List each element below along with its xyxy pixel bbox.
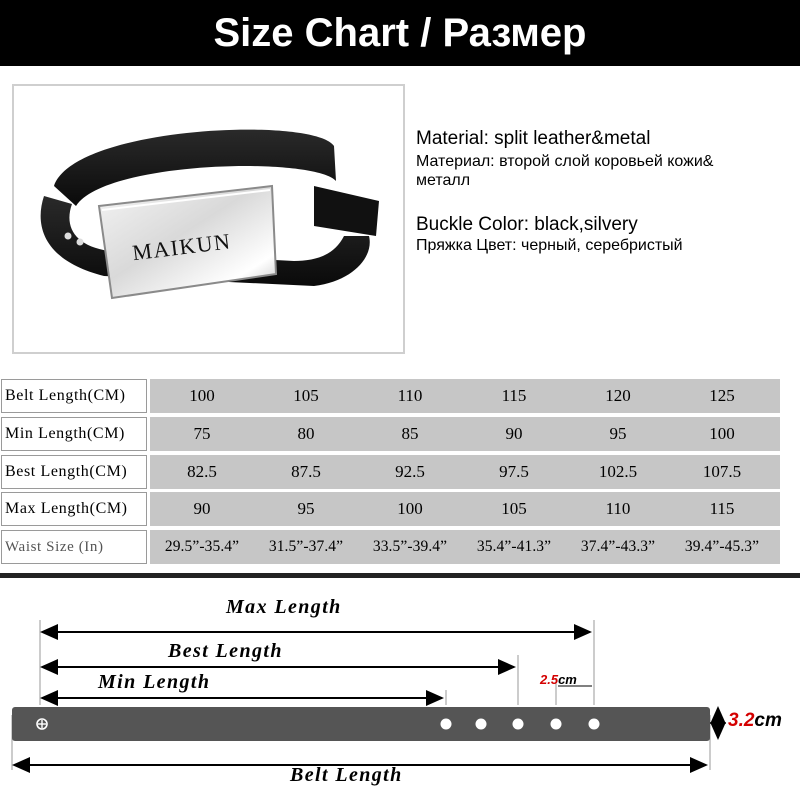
table-cell: 95 (297, 499, 315, 518)
table-cell: 107.5 (702, 462, 742, 481)
table-row (0, 530, 800, 564)
material-ru-line2: металл (416, 172, 471, 189)
material-ru-line1: Материал: второй слой коровьей кожи& (416, 153, 714, 170)
belt-hole (589, 719, 600, 730)
page-title: Size Chart / Размер (213, 10, 587, 55)
table-cell: 37.4”-43.3” (580, 538, 656, 555)
buckle-brand-text: MAIKUN (130, 228, 233, 266)
row-values (150, 455, 780, 489)
table-cell: 35.4”-41.3” (476, 538, 552, 555)
row-label: Max Length(CM) (1, 492, 147, 526)
row-label: Min Length(CM) (1, 417, 147, 451)
belt-hole (476, 719, 487, 730)
table-row (0, 455, 800, 489)
table-cell: 105 (293, 386, 319, 405)
table-cell: 115 (501, 386, 527, 405)
table-cell: 90 (193, 499, 211, 518)
hole-spacing-value: 2.5 (540, 672, 559, 687)
spec-material (416, 128, 713, 190)
spec-buckle-color (416, 214, 683, 255)
best-length-label: Best Length (168, 640, 283, 662)
table-row (0, 379, 800, 413)
min-length-label: Min Length (98, 671, 211, 693)
belt-width-label (728, 710, 782, 732)
section-divider (0, 573, 800, 578)
belt-length-label: Belt Length (290, 764, 403, 786)
table-cell: 95 (609, 424, 627, 443)
max-length-label: Max Length (226, 596, 342, 618)
table-cell: 92.5 (395, 462, 425, 481)
belt-strap (12, 707, 710, 741)
buckle-color-ru: Пряжка Цвет: черный, серебристый (416, 237, 683, 254)
row-label: Waist Size (In) (1, 530, 147, 564)
table-cell: 87.5 (291, 462, 321, 481)
belt-hole (441, 719, 452, 730)
table-cell: 31.5”-37.4” (268, 538, 344, 555)
buckle-color-en: Buckle Color: black,silvery (416, 214, 638, 235)
table-row (0, 492, 800, 526)
material-en: Material: split leather&metal (416, 128, 651, 149)
table-cell: 110 (605, 499, 631, 518)
table-cell: 100 (709, 424, 735, 443)
table-cell: 85 (401, 424, 419, 443)
belt-photo (14, 86, 403, 352)
table-cell: 102.5 (598, 462, 638, 481)
table-cell: 33.5”-39.4” (372, 538, 448, 555)
table-cell: 90 (505, 424, 523, 443)
table-cell: 39.4”-45.3” (684, 538, 760, 555)
table-cell: 120 (605, 386, 631, 405)
table-cell: 100 (397, 499, 423, 518)
table-cell: 29.5”-35.4” (164, 538, 240, 555)
belt-width-unit: cm (754, 710, 782, 731)
table-cell: 125 (709, 386, 735, 405)
table-cell: 115 (709, 499, 735, 518)
hole-spacing-unit: cm (558, 672, 577, 687)
belt-hole (513, 719, 524, 730)
hole-spacing-label (540, 672, 577, 687)
table-cell: 110 (397, 386, 423, 405)
table-cell: 105 (501, 499, 527, 518)
row-values (150, 530, 780, 564)
product-image (12, 84, 405, 354)
row-values (150, 417, 780, 451)
table-row (0, 417, 800, 451)
table-cell: 97.5 (499, 462, 529, 481)
row-values (150, 379, 780, 413)
row-label: Belt Length(CM) (1, 379, 147, 413)
table-cell: 100 (189, 386, 215, 405)
belt-width-value: 3.2 (728, 710, 755, 731)
table-cell: 82.5 (187, 462, 217, 481)
belt-hole (551, 719, 562, 730)
table-cell: 80 (297, 424, 315, 443)
row-values (150, 492, 780, 526)
row-label: Best Length(CM) (1, 455, 147, 489)
table-cell: 75 (193, 424, 211, 443)
header-bar (0, 0, 800, 66)
